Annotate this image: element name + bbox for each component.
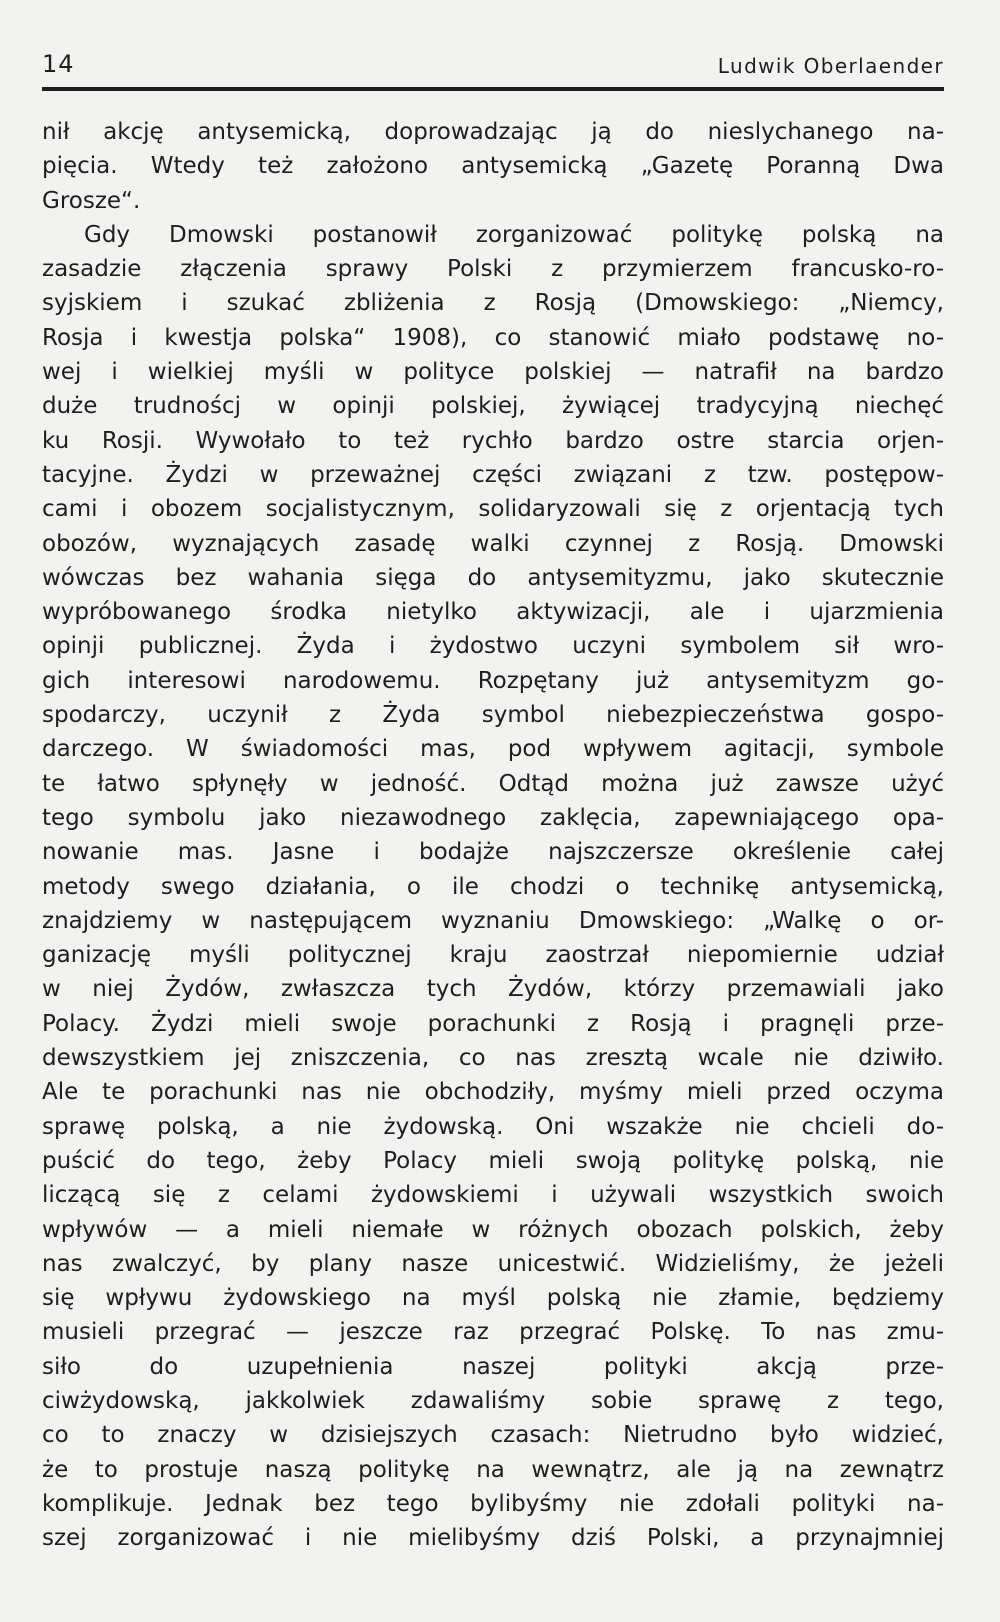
text-line: zasadzie złączenia sprawy Polski z przymierzem francusko-ro- — [42, 256, 944, 283]
text-line: wej i wielkiej myśli w polityce polskiej — natrafił na bardzo — [42, 359, 944, 386]
text-line: musieli przegrać — jeszcze raz przegrać Polskę. To nas zmu- — [42, 1319, 944, 1346]
text-line: Grosze“. — [42, 187, 141, 214]
page-number: 14 — [42, 50, 75, 78]
header-rule — [42, 87, 944, 91]
text-line: syjskiem i szukać zbliżenia z Rosją (Dmowskiego: „Niemcy, — [42, 290, 944, 317]
text-line: metody swego działania, o ile chodzi o technikę antysemicką, — [42, 873, 944, 900]
text-line: darczego. W świadomości mas, pod wpływem agitacji, symbole — [42, 736, 944, 763]
text-line: znajdziemy w następującem wyznaniu Dmowskiego: „Walkę o or- — [42, 907, 944, 934]
text-line: tacyjne. Żydzi w przeważnej części związani z tzw. postępow- — [42, 461, 944, 488]
text-line: opinji publicznej. Żyda i żydostwo uczyni symbolem sił wro- — [42, 633, 944, 660]
body-text — [42, 115, 944, 1555]
text-line: obozów, wyznających zasadę walki czynnej z Rosją. Dmowski — [42, 530, 944, 557]
text-line: ganizację myśli politycznej kraju zaostrzał niepomiernie udział — [42, 942, 944, 969]
text-line: Rosja i kwestja polska“ 1908), co stanowić miało podstawę no- — [42, 324, 944, 351]
text-line: Polacy. Żydzi mieli swoje porachunki z Rosją i pragnęli prze- — [42, 1010, 944, 1037]
text-line: liczącą się z celami żydowskiemi i używali wszystkich swoich — [42, 1182, 944, 1209]
running-head: Ludwik Oberlaender — [717, 54, 944, 78]
text-line: cami i obozem socjalistycznym, solidaryzowali się z orjentacją tych — [42, 496, 944, 523]
text-line: że to prostuje naszą politykę na wewnątrz, ale ją na zewnątrz — [42, 1456, 944, 1483]
text-line: gich interesowi narodowemu. Rozpętany już antysemityzm go- — [42, 667, 944, 694]
text-line: wówczas bez wahania sięga do antysemityzmu, jako skutecznie — [42, 564, 944, 591]
text-line: wpływów — a mieli niemałe w różnych obozach polskich, żeby — [42, 1216, 944, 1243]
text-line: w niej Żydów, zwłaszcza tych Żydów, którzy przemawiali jako — [42, 976, 944, 1003]
text-line: ciwżydowską, jakkolwiek zdawaliśmy sobie sprawę z tego, — [42, 1387, 944, 1414]
text-line: sprawę polską, a nie żydowską. Oni wszakże nie chcieli do- — [42, 1113, 944, 1140]
text-line: te łatwo spłynęły w jedność. Odtąd można już zawsze użyć — [42, 770, 944, 797]
text-line: co to znaczy w dzisiejszych czasach: Nietrudno było widzieć, — [42, 1422, 944, 1449]
text-line: puścić do tego, żeby Polacy mieli swoją politykę polską, nie — [42, 1147, 944, 1174]
text-line: duże trudnoścj w opinji polskiej, żywiącej tradycyjną niechęć — [42, 393, 944, 420]
text-line: siło do uzupełnienia naszej polityki akcją prze- — [42, 1353, 944, 1380]
text-line: komplikuje. Jednak bez tego bylibyśmy nie zdołali polityki na- — [42, 1490, 944, 1517]
text-line: wypróbowanego środka nietylko aktywizacji, ale i ujarzmienia — [42, 599, 944, 626]
text-line: ku Rosji. Wywołało to też rychło bardzo ostre starcia orjen- — [42, 427, 944, 454]
text-line: tego symbolu jako niezawodnego zaklęcia, zapewniającego opa- — [42, 804, 944, 831]
text-line: spodarczy, uczynił z Żyda symbol niebezpieczeństwa gospo- — [42, 702, 944, 729]
text-line: szej zorganizować i nie mielibyśmy dziś Polski, a przynajmniej — [42, 1525, 944, 1552]
text-line: nił akcję antysemicką, doprowadzając ją do nieslychanego na- — [42, 119, 944, 145]
text-line: się wpływu żydowskiego na myśl polską nie złamie, będziemy — [42, 1285, 944, 1312]
text-line: Ale te porachunki nas nie obchodziły, myśmy mieli przed oczyma — [42, 1079, 944, 1106]
text-line: Gdy Dmowski postanowił zorganizować politykę polską na — [84, 221, 944, 248]
text-line: dewszystkiem jej zniszczenia, co nas zresztą wcale nie dziwiło. — [42, 1045, 944, 1072]
text-line: nas zwalczyć, by plany nasze unicestwić. Widzieliśmy, że jeżeli — [42, 1250, 944, 1277]
text-line: nowanie mas. Jasne i bodajże najszczersze określenie całej — [42, 839, 944, 866]
book-page — [42, 38, 944, 1552]
text-line: pięcia. Wtedy też założono antysemicką „Gazetę Poranną Dwa — [42, 153, 944, 180]
page-header — [42, 38, 944, 84]
